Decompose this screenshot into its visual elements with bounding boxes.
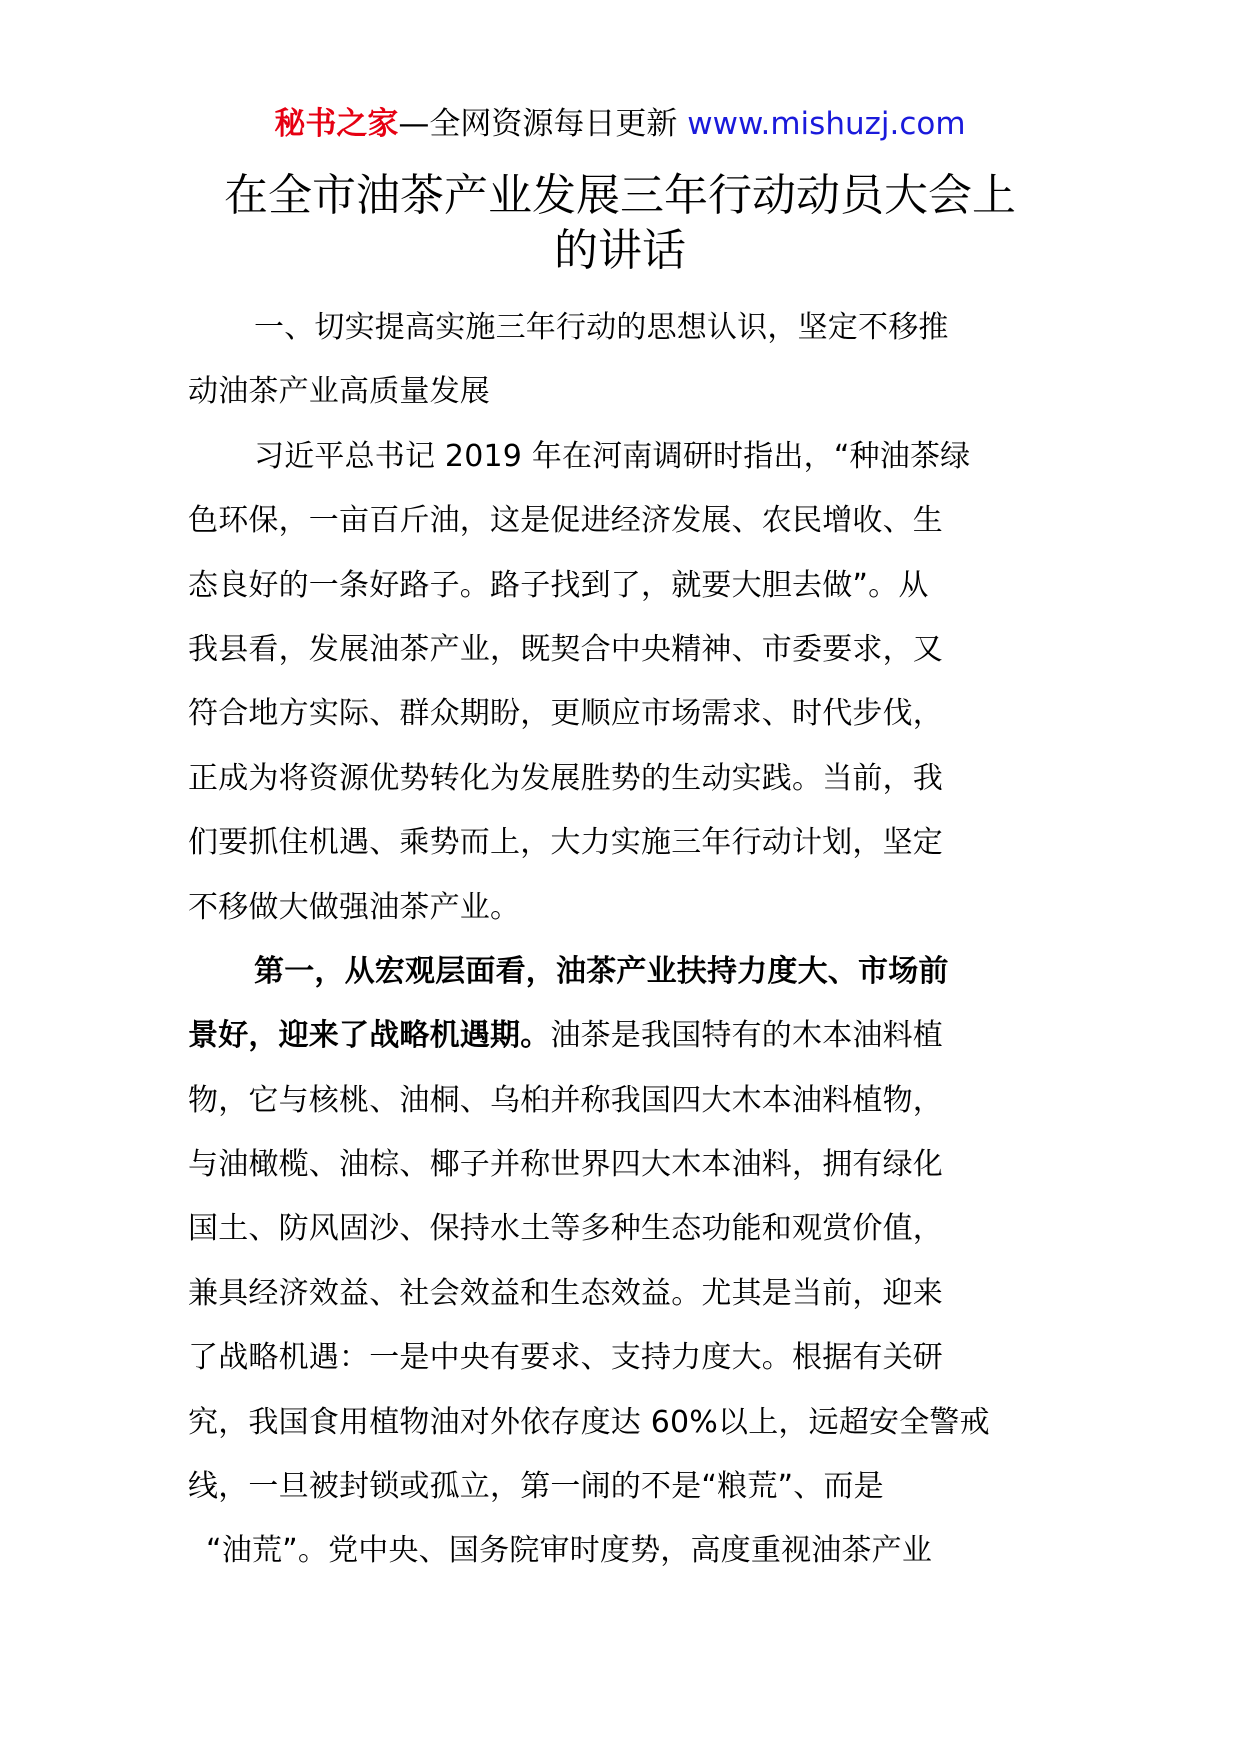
- paragraph-line: 物，它与核桃、油桐、乌桕并称我国四大木本油料植物，: [188, 1082, 943, 1118]
- paragraph-line: 了战略机遇：一是中央有要求、支持力度大。根据有关研: [188, 1340, 943, 1376]
- paragraph-line: 线，一旦被封锁或孤立，第一闹的不是“粮荒”、而是: [188, 1469, 884, 1505]
- paragraph-line: [188, 1004, 1088, 1068]
- paragraph-lead-rest: 油茶是我国特有的木本油料植: [550, 1018, 944, 1054]
- paragraph-line: 们要抓住机遇、乘势而上，大力实施三年行动计划，坚定: [188, 825, 943, 861]
- site-url-link[interactable]: www.mishuzj.com: [687, 106, 966, 142]
- paragraph-line: 究，我国食用植物油对外依存度达 60%以上，远超安全警戒: [188, 1404, 990, 1440]
- paragraph-1: [188, 425, 1088, 940]
- paragraph-line: 习近平总书记 2019 年在河南调研时指出，“种油茶绿: [254, 438, 971, 474]
- brand-name: 秘书之家: [274, 106, 399, 142]
- paragraph-line: 不移做大做强油茶产业。: [188, 889, 521, 925]
- paragraph-line: “油荒”。党中央、国务院审时度势，高度重视油茶产业: [206, 1533, 933, 1569]
- paragraph-line: 与油橄榄、油棕、椰子并称世界四大木本油料，拥有绿化: [188, 1147, 943, 1183]
- paragraph-line: 色环保，一亩百斤油，这是促进经济发展、农民增收、生: [188, 503, 943, 539]
- paragraph-line: 兼具经济效益、社会效益和生态效益。尤其是当前，迎来: [188, 1275, 943, 1311]
- header-tagline: —全网资源每日更新: [398, 106, 688, 142]
- paragraph-lead-line: 第一，从宏观层面看，油茶产业扶持力度大、市场前: [254, 953, 949, 989]
- paragraph-line: 国土、防风固沙、保持水土等多种生态功能和观赏价值，: [188, 1211, 943, 1247]
- document-title: [160, 168, 1080, 278]
- paragraph-lead-bold: 景好，迎来了战略机遇期。: [188, 1018, 551, 1054]
- paragraph-line: 正成为将资源优势转化为发展胜势的生动实践。当前，我: [188, 760, 943, 796]
- title-line-1: 在全市油茶产业发展三年行动动员大会上: [224, 170, 1016, 221]
- paragraph-2: [188, 940, 1088, 1584]
- paragraph-line: 态良好的一条好路子。路子找到了，就要大胆去做”。从: [188, 567, 929, 603]
- document-body: [188, 296, 1088, 1584]
- paragraph-line: 我县看，发展油茶产业，既契合中央精神、市委要求，又: [188, 631, 943, 667]
- section-heading-line: 动油茶产业高质量发展: [188, 374, 490, 410]
- section-heading-line: 一、切实提高实施三年行动的思想认识，坚定不移推: [254, 310, 949, 345]
- site-header: [0, 104, 1240, 144]
- section-heading: [188, 296, 1088, 425]
- title-line-2: 的讲话: [554, 225, 686, 276]
- paragraph-line: 符合地方实际、群众期盼，更顺应市场需求、时代步伐，: [188, 696, 943, 732]
